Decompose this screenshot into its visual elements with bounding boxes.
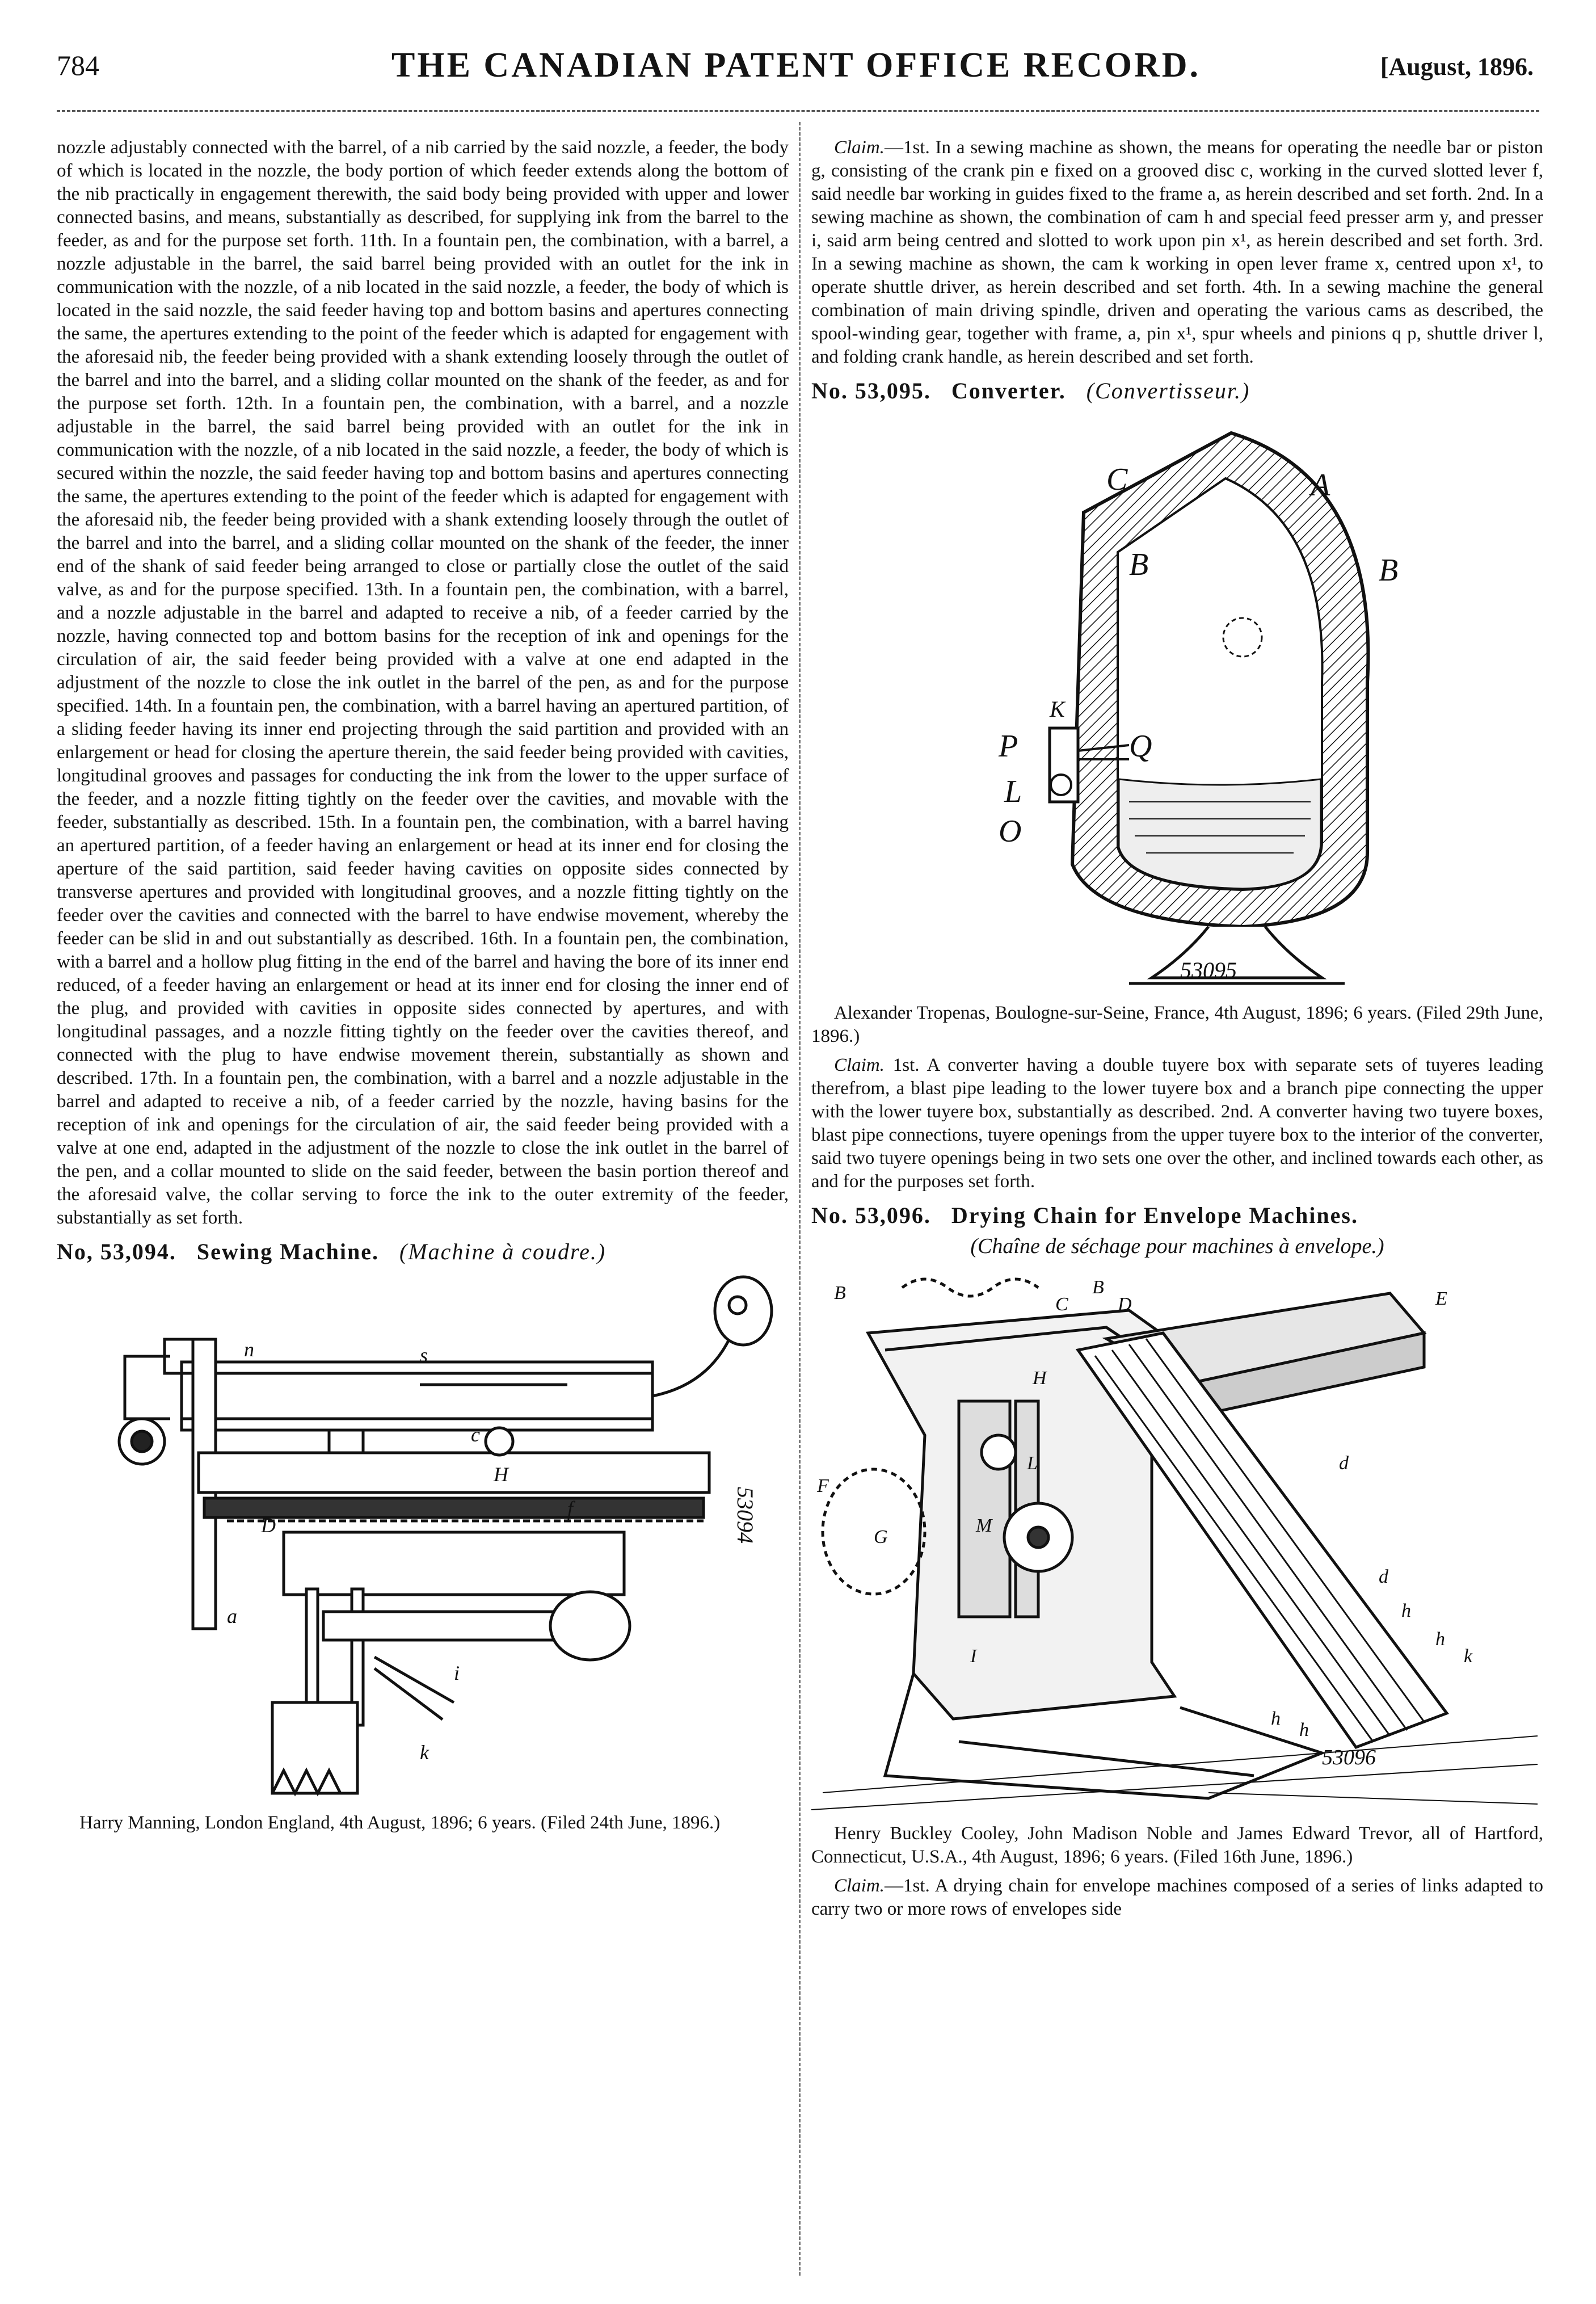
converter-letter-L: L [1004, 774, 1022, 809]
sewing-letter-s: s [420, 1344, 428, 1367]
converter-letter-K: K [1050, 696, 1065, 722]
patent-53094-claim [811, 136, 1543, 369]
chain-letter-L: L [1027, 1453, 1038, 1474]
column-divider [799, 122, 801, 2276]
chain-letter-D: D [1118, 1294, 1132, 1315]
patent-53095-inventor: Alexander Tropenas, Boulogne-sur-Seine, France, 4th August, 1896; 6 years. (Filed 29th June, 1896.) [811, 1003, 1543, 1046]
sewing-letter-H: H [494, 1463, 508, 1486]
converter-figure [811, 410, 1543, 995]
sewing-letter-D: D [261, 1514, 276, 1537]
chain-letter-h-4: h [1299, 1719, 1309, 1740]
converter-letter-P: P [999, 729, 1018, 764]
chain-letter-M: M [976, 1515, 992, 1536]
patent-53096-claim-text: —1st. A drying chain for envelope machines composed of a series of links adapted to carry two or more rows of envelopes side [811, 1876, 1543, 1919]
chain-figure-number: 53096 [1322, 1746, 1376, 1769]
chain-letter-d-lower: d [1379, 1566, 1388, 1587]
patent-53096-heading [811, 1204, 1543, 1227]
fountain-pen-claims: nozzle adjustably connected with the barrel, of a nib carried by the said nozzle, a feeder, the body of which is located in the nozzle, the body portion of which feeder extends along the bottom of the nib practically in engagement therewith, the said body being provided with upper and lower connected basins, and means, substantially as described, for supplying ink from the barrel to the feeder, as and for the purpose set forth. 11th. In a fountain pen, the combination, with a barrel, a nozzle adjustable in the barrel, the said barrel being provided with an outlet for the ink in communication with the nozzle, of a nib located in the said nozzle, a feeder, the body of which is located in the said nozzle, the said feeder having top and bottom basins and apertures connecting the same, the apertures extending to the point of the feeder which is adapted for engagement with the aforesaid nib, the feeder being provided with a shank extending loosely through the outlet of the barrel and into the barrel, and a sliding collar mounted on the shank of the feeder, as and for the purpose set forth. 12th. In a fountain pen, the combination, with a barrel, and a nozzle adjustable in the barrel, the said barrel being provided with an outlet for the ink in communication with the nozzle, of a nib located in the said nozzle, a feeder, the body of which is secured within the nozzle, the said feeder having top and bottom basins and apertures connecting the same, the apertures extending to the point of the feeder which is adapted for engagement with the aforesaid nib, the feeder being provided with a shank extending loosely through the outlet of the barrel and into the barrel, and a sliding collar mounted on the shank of the feeder, the inner end of the shank of said feeder being arranged to close or partially close the outlet of the said valve, as and for the purpose specified. 13th. In a fountain pen, the combination, with a barrel, and a nozzle adjustable in the barrel and adapted to receive a nib, of a feeder carried by the nozzle, having connected top and bottom basins for the reception of ink and openings for the circulation of air, the said feeder being provided with a valve at one end adapted in the adjustment of the nozzle to close the ink outlet in the barrel of the pen, as and for the purpose specified. 14th. In a fountain pen, the combination, with a barrel having an apertured partition, of a sliding feeder having its inner end projecting through the said partition and provided with an enlargement or head for closing the aperture therein, the said feeder being provided with cavities, longitudinal grooves and passages for conducting the ink from the lower to the upper surface of the feeder, and a nozzle fitting tightly on the feeder over the cavities, and movable with the feeder, substantially as described. 15th. In a fountain pen, the combination, with a barrel having an apertured partition, of a feeder having an enlargement or head at its inner end for closing the aperture of the said partition, said feeder having cavities on opposite sides connected by transverse apertures and provided with longitudinal grooves, and a nozzle fitting tightly on the feeder over the cavities and connected with the barrel to have endwise movement, whereby the feeder can be slid in and out substantially as described. 16th. In a fountain pen, the combination, with a barrel and a hollow plug fitting in the end of the barrel and having the bore of its inner end reduced, of a feeder having an enlargement or head at its inner end for closing the inner end of the plug, and provided with cavities in opposite sides connected by apertures, and with longitudinal passages, and a nozzle fitting tightly on the feeder over the cavities thereof, and connected with the plug to have endwise movement therein, substantially as shown and described. 17th. In a fountain pen, the combination, with a barrel and a nozzle adjustable in the barrel and adapted to receive a nib, of a feeder carried by the nozzle, having basins for the reception of ink and openings for the circulation of air, the said feeder being provided with a valve at one end, adapted in the adjustment of the nozzle to close the ink outlet in the barrel of the pen, and a collar mounted to slide on the said feeder, between the basin portion thereof and the aforesaid valve, the collar serving to force the ink to the outer extremity of the feeder, substantially as set forth. [57, 137, 789, 1228]
chain-letter-h-1: h [1401, 1600, 1411, 1621]
chain-letter-k: k [1464, 1646, 1473, 1667]
chain-letter-h-3: h [1271, 1708, 1281, 1729]
chain-letter-B: B [1092, 1277, 1104, 1298]
sewing-figure-number: 53094 [732, 1487, 758, 1544]
patent-53095-claim-label: Claim. [834, 1055, 885, 1075]
patent-53096-number: No. 53,096. [811, 1203, 931, 1228]
patent-53096-french-title: (Chaîne de séchage pour machines à envelope.) [970, 1234, 1384, 1258]
patent-53094-title: Sewing Machine. [196, 1239, 380, 1264]
patent-53094-number: No, 53,094. [57, 1239, 176, 1264]
chain-letter-B-left: B [834, 1283, 846, 1304]
chain-letter-h-2: h [1435, 1629, 1445, 1650]
patent-53094-claim-label: Claim. [834, 137, 885, 158]
converter-letter-O: O [999, 814, 1022, 849]
sewing-letter-i: i [454, 1662, 460, 1684]
patent-53096-claim-label: Claim. [834, 1876, 885, 1896]
left-column [57, 136, 789, 1840]
sewing-letter-f: f [567, 1497, 574, 1520]
chain-letter-I: I [970, 1646, 977, 1667]
patent-53096-inventor: Henry Buckley Cooley, John Madison Noble and James Edward Trevor, all of Hartford, Connecticut, U.S.A., 4th August, 1896; 6 years. (Filed 16th June, 1896.) [811, 1823, 1543, 1867]
converter-letter-C: C [1106, 462, 1128, 497]
sewing-letter-k: k [420, 1741, 429, 1764]
converter-letter-Q: Q [1129, 729, 1152, 764]
page-number: 784 [57, 49, 99, 81]
patent-53094-french-title: (Machine à coudre.) [399, 1239, 607, 1264]
patent-53094-heading [57, 1240, 789, 1263]
patent-53096-claim [811, 1874, 1543, 1921]
drying-chain-figure [811, 1265, 1543, 1815]
sewing-letter-a: a [227, 1605, 237, 1628]
sewing-letter-c: c [471, 1423, 480, 1446]
patent-53095-number: No. 53,095. [811, 378, 931, 403]
converter-letter-A: A [1311, 468, 1330, 503]
chain-letter-H: H [1033, 1368, 1047, 1389]
sewing-letter-n: n [244, 1338, 254, 1361]
publication-title: THE CANADIAN PATENT OFFICE RECORD. [391, 46, 1201, 85]
converter-letter-B-outer: B [1379, 553, 1399, 588]
patent-53095-heading [811, 379, 1543, 402]
patent-53094-inventor: Harry Manning, London England, 4th August, 1896; 6 years. (Filed 24th June, 1896.) [79, 1813, 721, 1833]
patent-53096-title: Drying Chain for Envelope Machines. [951, 1203, 1358, 1228]
patent-53095-claim-text: 1st. A converter having a double tuyere box with separate sets of tuyeres leading therefrom, a blast pipe leading to the lower tuyere box and a branch pipe connecting the upper with the lower tuyere box, substantially as described. 2nd. A converter having two tuyere boxes, blast pipe connections, tuyere openings from the upper tuyere box to the interior of the converter, said two tuyere openings being in two sets one over the other, and inclined towards each other, as and for the purposes set forth. [811, 1055, 1543, 1192]
chain-letter-F: F [817, 1475, 829, 1496]
chain-letter-d-upper: d [1339, 1453, 1349, 1474]
header-divider [57, 110, 1539, 112]
issue-date: [August, 1896. [1380, 53, 1534, 81]
patent-53095-title: Converter. [951, 378, 1066, 403]
converter-letter-B-inner: B [1129, 547, 1149, 582]
patent-53094-claim-text: —1st. In a sewing machine as shown, the means for operating the needle bar or piston g, consisting of the crank pin e fixed on a grooved disc c, working in the curved slotted lever f, said needle bar working in guides fixed to the frame a, as herein described and set forth. 2nd. In a sewing machine as shown, the combination of cam h and special feed presser arm y, and presser i, said arm being centred and slotted to work upon pin x¹, as herein described and set forth. 3rd. In a sewing machine as shown, the cam k working in open lever frame x, centred upon x¹, to operate shuttle driver, as herein described and set forth. 4th. In a sewing machine the general combination of main driving spindle, driven and operating the various cams as described, the spool-winding gear, together with frame, a, pin x¹, spur wheels and pinions q p, shuttle driver l, and folding crank handle, as herein described and set forth. [811, 137, 1543, 367]
converter-figure-number: 53095 [1180, 957, 1237, 983]
right-column [811, 136, 1543, 1927]
patent-53095-claim [811, 1054, 1543, 1193]
chain-letter-C: C [1055, 1294, 1068, 1315]
sewing-machine-figure [57, 1271, 789, 1805]
chain-letter-E: E [1435, 1288, 1447, 1309]
patent-53095-french-title: (Convertisseur.) [1086, 378, 1250, 403]
chain-letter-G: G [874, 1527, 888, 1548]
